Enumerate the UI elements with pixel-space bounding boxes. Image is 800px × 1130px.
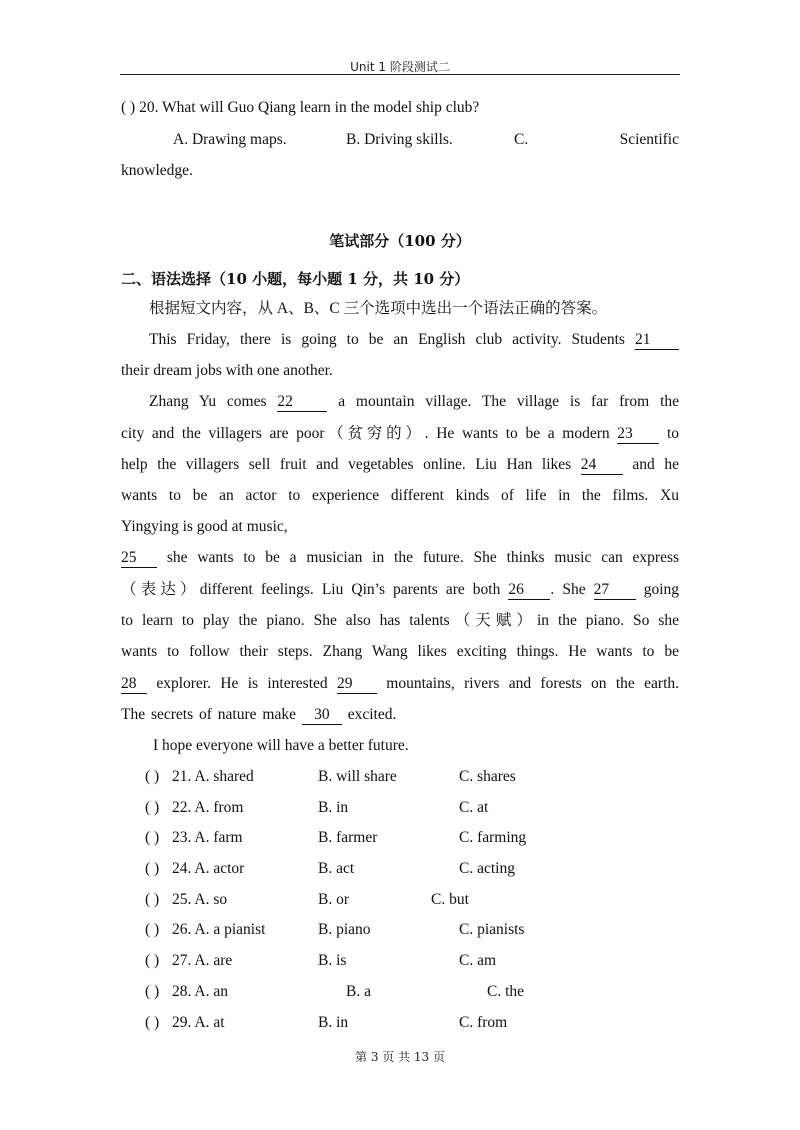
option-c: C. shares: [459, 768, 516, 785]
option-b: B. piano: [318, 921, 371, 938]
blank-25: 25: [121, 549, 157, 568]
option-c-text: Scientific: [619, 131, 679, 148]
passage-line: I hope everyone will have a better future.: [153, 737, 409, 754]
answer-paren: ( ): [145, 860, 160, 877]
option-b: B. in: [318, 799, 349, 816]
option-a: 27. A. are: [172, 952, 233, 969]
question-20-stem: 20. What will Guo Qiang learn in the model ship club?: [139, 99, 480, 116]
option-b: B. a: [346, 983, 371, 1000]
option-c: C. from: [459, 1014, 508, 1031]
blank-29: 29: [337, 675, 377, 694]
passage-line: Zhang Yu comes 22 a mountain village. The village is far from the: [149, 393, 680, 410]
option-a: 26. A. a pianist: [172, 921, 266, 938]
passage-line: 28 explorer. He is interested 29 mountains, rivers and forests on the earth.: [121, 675, 679, 692]
blank-22: 22: [277, 393, 327, 412]
passage-line: their dream jobs with one another.: [121, 362, 333, 379]
question-20: [121, 98, 679, 118]
answer-paren: ( ): [145, 952, 160, 969]
answer-paren: ( ): [121, 99, 136, 116]
passage-line: The secrets of nature make 30 excited.: [121, 706, 397, 723]
option-a: 29. A. at: [172, 1014, 225, 1031]
option-c: C. at: [459, 799, 489, 816]
option-a: A. Drawing maps.: [173, 131, 287, 148]
blank-28: 28: [121, 675, 147, 694]
answer-paren: ( ): [145, 1014, 160, 1031]
option-a: 25. A. so: [172, 891, 228, 908]
option-c: C. am: [459, 952, 497, 969]
section-title: 笔试部分（100 分）: [329, 232, 471, 250]
passage-line: city and the villagers are poor（贫穷的）. He wants to be a modern 23 to: [121, 425, 679, 442]
option-a: 24. A. actor: [172, 860, 245, 877]
answer-paren: ( ): [145, 921, 160, 938]
option-b: B. act: [318, 860, 355, 877]
part-2-title: 二、语法选择（10 小题，每小题 1 分，共 10 分）: [121, 270, 470, 288]
option-a: 23. A. farm: [172, 829, 243, 846]
option-b: B. farmer: [318, 829, 378, 846]
blank-21: 21: [635, 331, 679, 350]
option-a: 28. A. an: [172, 983, 228, 1000]
page-footer: 第 3 页 共 13 页: [355, 1050, 445, 1064]
option-b: B. in: [318, 1014, 349, 1031]
option-c-continued: knowledge.: [121, 162, 193, 179]
option-c: C. but: [431, 891, 469, 908]
passage-line: 25 she wants to be a musician in the future. She thinks music can express: [121, 549, 680, 566]
blank-27: 27: [594, 581, 636, 600]
passage-line: wants to be an actor to experience different kinds of life in the films. Xu: [121, 487, 679, 504]
instruction: 根据短文内容，从 A、B、C 三个选项中选出一个语法正确的答案。: [149, 300, 608, 317]
option-b: B. or: [318, 891, 349, 908]
passage-line: wants to follow their steps. Zhang Wang likes exciting things. He wants to be: [121, 643, 679, 660]
answer-paren: ( ): [145, 768, 160, 785]
passage-line: Yingying is good at music,: [121, 518, 288, 535]
answer-paren: ( ): [145, 829, 160, 846]
passage-line: This Friday, there is going to be an English club activity. Students 21: [121, 330, 679, 350]
header-divider: [120, 74, 680, 75]
answer-paren: ( ): [145, 891, 160, 908]
passage-line: to learn to play the piano. She also has talents（天赋）in the piano. So she: [121, 612, 679, 629]
option-c: C. acting: [459, 860, 515, 877]
option-b: B. is: [318, 952, 347, 969]
page-header: Unit 1 阶段测试二: [350, 60, 450, 74]
option-b: B. will share: [318, 768, 397, 785]
option-c: C. the: [487, 983, 525, 1000]
blank-24: 24: [581, 456, 623, 475]
blank-23: 23: [617, 425, 659, 444]
blank-26: 26: [508, 581, 550, 600]
option-c: C.: [514, 131, 529, 148]
option-c: C. pianists: [459, 921, 525, 938]
passage-line: （表达）different feelings. Liu Qin’s parents are both 26 . She 27 going: [121, 581, 680, 598]
option-a: 22. A. from: [172, 799, 244, 816]
answer-paren: ( ): [145, 983, 160, 1000]
option-a: 21. A. shared: [172, 768, 254, 785]
option-c: C. farming: [459, 829, 527, 846]
passage-line: help the villagers sell fruit and vegetables online. Liu Han likes 24 and he: [121, 456, 680, 473]
option-b: B. Driving skills.: [346, 131, 453, 148]
blank-30: 30: [302, 706, 342, 725]
answer-paren: ( ): [145, 799, 160, 816]
